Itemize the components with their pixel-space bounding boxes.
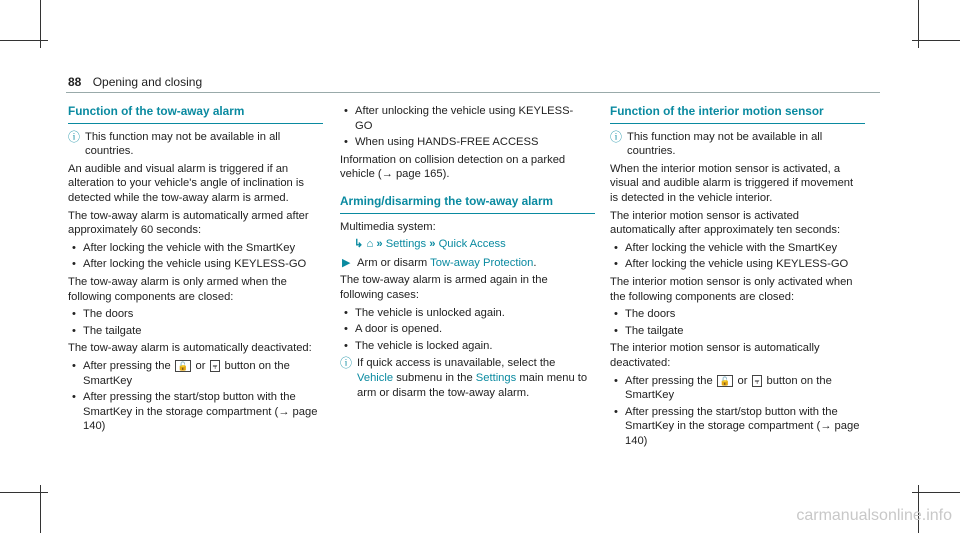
unlock-key-icon: 🔓	[717, 375, 734, 387]
paragraph: The interior motion sensor is activated automatically after approximately ten seconds:	[610, 209, 841, 237]
chevron-right-icon: »	[429, 238, 436, 251]
paragraph: The tow-away alarm is only armed when the following components are closed:	[68, 275, 287, 303]
home-icon[interactable]: ⌂	[366, 238, 374, 251]
list-item: • The vehicle is unlocked again.	[340, 306, 590, 321]
section-heading: Function of the interior motion sensor	[610, 104, 865, 124]
paragraph: An audible and visual alarm is triggered if an alteration to your vehicle's angle of inclination is detected while the tow-away alarm is armed.	[68, 162, 304, 204]
list-item: • After locking the vehicle using KEYLESS-GO	[68, 257, 318, 272]
path-arrow-icon: ↳	[354, 238, 364, 251]
chapter-title: Opening and closing	[92, 75, 203, 89]
bullet-list	[610, 241, 860, 272]
unlock-key-icon: 🔓	[175, 360, 192, 372]
info-note: ⓘ This function may not be available in all countries.	[610, 129, 823, 158]
info-icon: ⓘ	[610, 129, 623, 144]
section-heading: Arming/disarming the tow-away alarm	[340, 194, 595, 214]
list-item: • After locking the vehicle with the SmartKey	[68, 241, 318, 256]
list-item: • After unlocking the vehicle using KEYLESS-GO	[340, 104, 590, 133]
page-number: 88	[68, 75, 82, 89]
menu-quick-access[interactable]: Quick Access	[438, 238, 506, 251]
header-divider	[66, 92, 880, 93]
list-item: • After pressing the 🔓 or ⫧ button on the SmartKey	[610, 374, 860, 403]
bullet-list	[68, 241, 318, 272]
paragraph: Information on collision detection on a parked vehicle (→ page 165).	[340, 153, 566, 181]
step-arrow-icon: ▶	[342, 256, 351, 269]
list-item: • The doors	[68, 307, 318, 322]
list-item: • When using HANDS-FREE ACCESS	[340, 135, 590, 150]
crop-mark	[912, 492, 960, 493]
watermark: carmanualsonline.info	[796, 507, 952, 524]
crop-mark	[40, 0, 41, 48]
menu-path	[340, 237, 590, 252]
page-header	[68, 75, 202, 89]
menu-tow-away-protection[interactable]: Tow-away Protection	[430, 256, 534, 269]
crop-mark	[912, 40, 960, 41]
column-right	[610, 100, 860, 451]
list-item: • After pressing the start/stop button with the SmartKey in the storage compartment (→ page 140)	[610, 405, 860, 449]
list-item: • After pressing the start/stop button with the SmartKey in the storage compartment (→ page 140)	[68, 390, 318, 434]
info-icon: ⓘ	[340, 356, 353, 371]
info-note: ⓘ This function may not be available in all countries.	[68, 129, 281, 158]
list-item: • After pressing the 🔓 or ⫧ button on the SmartKey	[68, 359, 318, 388]
list-item: • The tailgate	[68, 324, 318, 339]
tailgate-key-icon: ⫧	[210, 360, 221, 372]
paragraph: The tow-away alarm is armed again in the following cases:	[340, 274, 548, 301]
menu-settings[interactable]: Settings	[475, 371, 517, 384]
list-item: • The vehicle is locked again.	[340, 339, 590, 354]
bullet-list	[340, 306, 590, 354]
menu-vehicle[interactable]: Vehicle	[357, 371, 394, 384]
paragraph: The tow-away alarm is automatically armed after approximately 60 seconds:	[68, 209, 309, 237]
bullet-list	[610, 374, 860, 449]
tailgate-key-icon: ⫧	[752, 375, 763, 387]
paragraph: The tow-away alarm is automatically deactivated:	[68, 342, 312, 355]
crop-mark	[918, 0, 919, 48]
list-item: • A door is opened.	[340, 322, 590, 337]
paragraph: The interior motion sensor is only activated when the following components are closed:	[610, 275, 853, 303]
bullet-list	[68, 307, 318, 338]
column-left	[68, 100, 318, 437]
menu-settings[interactable]: Settings	[385, 238, 427, 251]
bullet-list	[340, 104, 590, 150]
section-heading: Function of the tow-away alarm	[68, 104, 323, 124]
bullet-list	[68, 359, 318, 434]
crop-mark	[40, 485, 41, 533]
instruction-step: ▶ Arm or disarm Tow-away Protection.	[342, 256, 537, 269]
list-item: • The tailgate	[610, 324, 860, 339]
list-item: • After locking the vehicle using KEYLESS-GO	[610, 257, 860, 272]
info-note: ⓘ If quick access is unavailable, select the Vehicle submenu in the Settings main menu to arm or disarm the tow-away alarm.	[340, 356, 588, 399]
column-middle	[340, 100, 590, 403]
paragraph: The interior motion sensor is automatically deactivated:	[610, 342, 820, 369]
bullet-list	[610, 307, 860, 338]
info-icon: ⓘ	[68, 129, 81, 144]
paragraph: Multimedia system:	[340, 220, 436, 233]
list-item: • After locking the vehicle with the SmartKey	[610, 241, 860, 256]
chevron-right-icon: »	[376, 238, 383, 251]
list-item: • The doors	[610, 307, 860, 322]
paragraph: When the interior motion sensor is activated, a visual and audible alarm is triggered if movement is detected in the vehicle interior.	[610, 162, 854, 204]
